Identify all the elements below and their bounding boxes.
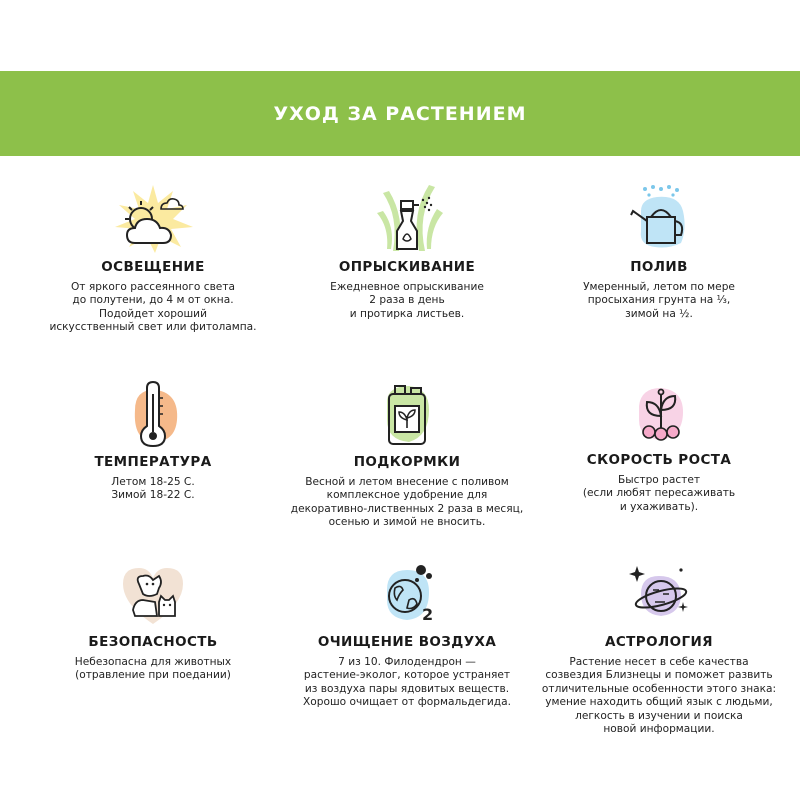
card-description: Умеренный, летом по мере просыхания грунта на ⅓, зимой на ½. (583, 281, 735, 320)
care-card-growth-rate (526, 380, 792, 514)
card-description: Растение несет в себе качества созвездия Близнецы и поможет развить отличительные особенности этого знака: умение находить общий язык с людьми, легкость в изучении и поиска новой информации. (541, 656, 777, 736)
care-card-watering (526, 183, 792, 321)
card-title: ОЧИЩЕНИЕ ВОЗДУХА (317, 634, 497, 650)
card-description: Весной и летом внесение с поливом комплексное удобрение для декоративно-лиственных 2 раза в месяц, осенью и зимой не вносить. (290, 476, 524, 529)
care-card-air-purification (274, 560, 540, 710)
card-title: СКОРОСТЬ РОСТА (586, 452, 732, 468)
card-title: ОПРЫСКИВАНИЕ (338, 259, 476, 275)
fertilizer-canister-icon (359, 380, 455, 450)
card-description: Быстро растет (если любят пересаживать и ухаживать). (582, 474, 736, 513)
earth-o2-icon (359, 560, 455, 630)
header-banner (0, 71, 800, 156)
card-description: Небезопасна для животных (отравление при поедании) (74, 656, 232, 682)
card-title: ТЕМПЕРАТУРА (94, 454, 212, 470)
watering-can-icon (611, 183, 707, 253)
thermometer-icon (105, 380, 201, 450)
card-description: 7 из 10. Филодендрон — растение-эколог, которое устраняет из воздуха пары ядовитых веществ. Хорошо очищает от формальдегида. (303, 656, 511, 709)
care-card-lighting (20, 183, 286, 335)
care-card-astrology (526, 560, 792, 736)
card-description: От яркого рассеянного света до полутени, до 4 м от окна. Подойдет хороший искусственный свет или фитолампа. (49, 281, 257, 334)
card-description: Летом 18-25 С. Зимой 18-22 С. (111, 476, 195, 502)
card-title: БЕЗОПАСНОСТЬ (88, 634, 218, 650)
care-card-spraying (274, 183, 540, 321)
care-card-temperature (20, 380, 286, 503)
planet-astrology-icon (611, 560, 707, 630)
card-title: ПОЛИВ (630, 259, 688, 275)
care-card-safety (20, 560, 286, 683)
page-title: УХОД ЗА РАСТЕНИЕМ (273, 102, 527, 125)
svg-text:2: 2 (422, 605, 434, 624)
card-title: ПОДКОРМКИ (353, 454, 461, 470)
spray-bottle-icon (359, 183, 455, 253)
sun-cloud-icon (105, 183, 201, 253)
pets-heart-icon (105, 560, 201, 630)
card-title: АСТРОЛОГИЯ (605, 634, 713, 650)
care-card-fertilizing (274, 380, 540, 530)
card-description: Ежедневное опрыскивание 2 раза в день и протирка листьев. (330, 281, 484, 320)
card-title: ОСВЕЩЕНИЕ (101, 259, 205, 275)
sprout-growth-icon (611, 380, 707, 450)
